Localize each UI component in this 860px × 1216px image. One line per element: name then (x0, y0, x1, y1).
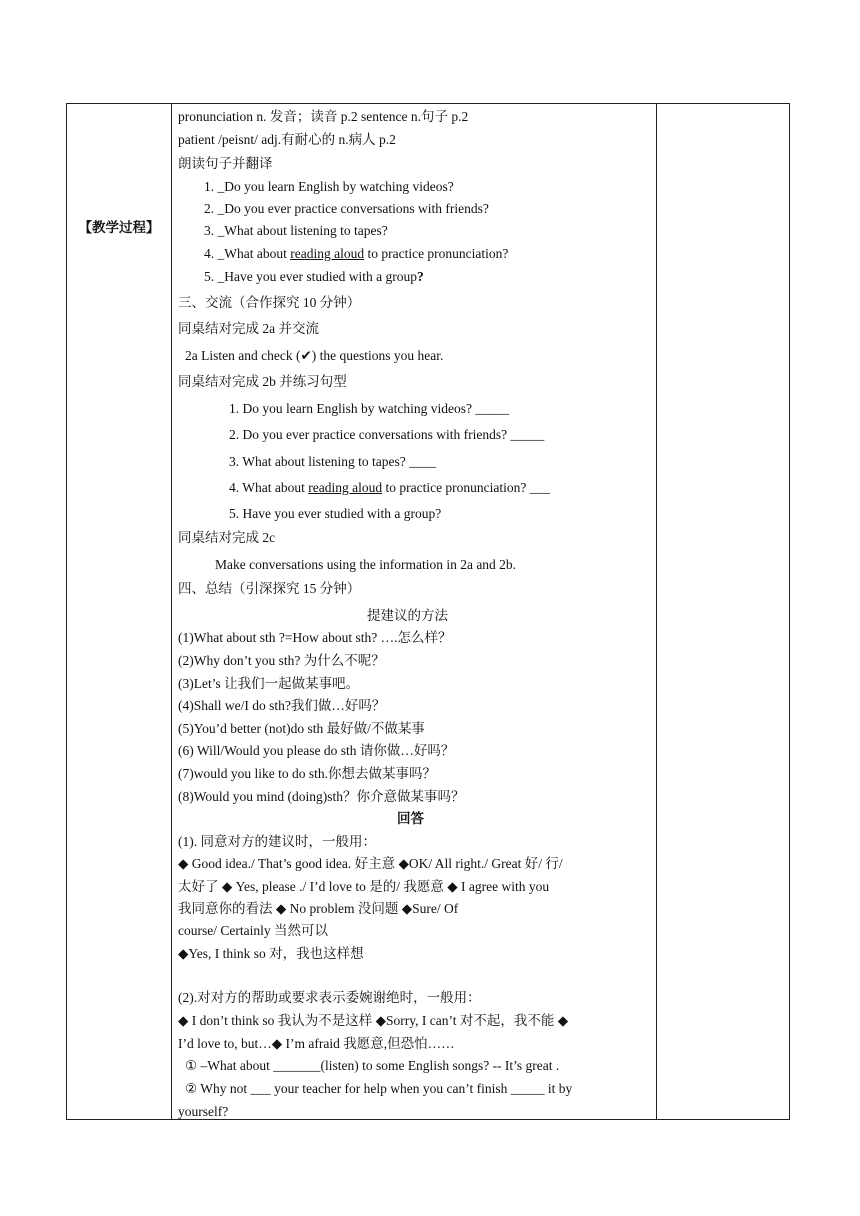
line-text: 同桌结对完成 2c (178, 530, 276, 545)
text-line (178, 766, 436, 782)
text-line (178, 743, 454, 759)
line-text: ② Why not ___ your teacher for help when you can’t finish _____ it by (185, 1081, 573, 1096)
line-text: 2. Do you ever practice conversations with friends? _____ (229, 427, 545, 442)
line-text: (2)Why don’t you sth? 为什么不呢？ (178, 653, 385, 668)
text-line (178, 156, 273, 172)
text-line (229, 454, 436, 470)
line-text: (4)Shall we/I do sth?我们做…好吗？ (178, 698, 386, 713)
line-text: 朗读句子并翻译 (178, 156, 273, 171)
line-text: 同桌结对完成 2b 并练习句型 (178, 374, 347, 389)
text-line (215, 557, 516, 573)
line-text: 太好了 ◆ Yes, please ./ I’d love to 是的/ 我愿意 ◆ I agree with you (178, 879, 550, 894)
text-line (178, 1104, 228, 1120)
text-line (178, 132, 396, 148)
line-text: 4. _What about (204, 246, 291, 261)
line-text: 1. Do you learn English by watching videos? _____ (229, 401, 510, 416)
text-line (185, 1081, 572, 1097)
line-text: 5. _Have you ever studied with a group (204, 269, 417, 284)
line-text: pronunciation n. 发音；读音 p.2 sentence n.句子 p.2 (178, 109, 469, 124)
line-text: 2a Listen and check (✔) the questions you hear. (185, 348, 444, 363)
text-line (204, 201, 489, 217)
line-text: 3. _What about listening to tapes? (204, 223, 388, 238)
text-line (178, 789, 465, 805)
line-text-cont: to practice pronunciation? (364, 246, 509, 261)
line-text: 我同意你的看法 ◆ No problem 没问题 ◆Sure/ Of (178, 901, 459, 916)
line-text: 4. What about (229, 480, 309, 495)
text-line (178, 676, 359, 692)
line-text: 同桌结对完成 2a 并交流 (178, 321, 319, 336)
line-text: (1)What about sth ?=How about sth? ….怎么样？ (178, 630, 452, 645)
lesson-table (66, 103, 790, 1120)
line-text: 四、总结（引深探究 15 分钟） (178, 581, 361, 596)
section-label: 【教学过程】 (78, 220, 160, 235)
text-line (204, 246, 508, 262)
notes-column (656, 104, 790, 1119)
underlined-phrase: reading aloud (290, 246, 365, 261)
text-line (178, 946, 364, 962)
line-text: (3)Let’s 让我们一起做某事吧。 (178, 676, 360, 691)
line-text: ◆ Good idea./ That’s good idea. 好主意 ◆OK/ All right./ Great 好/ 行/ (178, 856, 563, 871)
line-text: 1. _Do you learn English by watching videos? (204, 179, 454, 194)
text-line (204, 223, 388, 239)
text-line (229, 506, 441, 522)
text-line (229, 480, 550, 496)
line-text: 三、交流（合作探究 10 分钟） (178, 295, 361, 310)
underlined-phrase: reading aloud (308, 480, 383, 495)
line-text: ◆ I don’t think so 我认为不是这样 ◆Sorry, I can’t 对不起，我不能 ◆ (178, 1013, 569, 1028)
text-line (204, 269, 424, 285)
text-line (178, 1036, 455, 1052)
text-line (178, 321, 319, 337)
line-text-cont: to practice pronunciation? ___ (382, 480, 551, 495)
text-line (178, 901, 458, 917)
line-text: (2).对对方的帮助或要求表示委婉谢绝时，一般用： (178, 990, 481, 1005)
text-line (178, 721, 425, 737)
text-line (178, 990, 481, 1006)
line-text: patient /peisnt/ adj.有耐心的 n.病人 p.2 (178, 132, 396, 147)
text-line (229, 401, 509, 417)
bold-mark: ? (416, 269, 424, 284)
label-column (67, 104, 172, 1119)
text-line (178, 923, 328, 939)
text-line (178, 581, 360, 597)
line-text: (6) Will/Would you please do sth 请你做…好吗？ (178, 743, 455, 758)
text-line (204, 179, 454, 195)
line-text: ◆Yes, I think so 对，我也这样想 (178, 946, 364, 961)
text-line (178, 834, 376, 850)
text-line (178, 374, 347, 390)
line-text: 提建议的方法 (367, 608, 448, 623)
line-text: (5)You’d better (not)do sth 最好做/不做某事 (178, 721, 425, 736)
text-line (178, 109, 468, 125)
line-text: 2. _Do you ever practice conversations with friends? (204, 201, 489, 216)
text-line (185, 1058, 559, 1074)
line-text: yourself? (178, 1104, 229, 1119)
text-line (229, 427, 544, 443)
text-line (178, 879, 549, 895)
line-text: (7)would you like to do sth.你想去做某事吗？ (178, 766, 436, 781)
line-text: course/ Certainly 当然可以 (178, 923, 328, 938)
line-text: ① –What about _______(listen) to some English songs? -- It’s great . (185, 1058, 560, 1073)
line-text: 回答 (397, 811, 424, 826)
text-line (178, 630, 451, 646)
text-line (178, 653, 385, 669)
text-line (178, 530, 275, 546)
text-line (397, 811, 424, 827)
line-text: 5. Have you ever studied with a group? (229, 506, 442, 521)
line-text: 3. What about listening to tapes? ____ (229, 454, 437, 469)
line-text: Make conversations using the information in 2a and 2b. (215, 557, 517, 572)
text-line (178, 856, 563, 872)
text-line (178, 1013, 568, 1029)
text-line (185, 348, 443, 364)
text-line (367, 608, 448, 624)
line-text: I’d love to, but…◆ I’m afraid 我愿意,但恐怕…… (178, 1036, 455, 1051)
line-text: (1). 同意对方的建议时，一般用： (178, 834, 376, 849)
text-line (178, 698, 385, 714)
line-text: (8)Would you mind (doing)sth？你介意做某事吗？ (178, 789, 465, 804)
text-line (178, 295, 360, 311)
